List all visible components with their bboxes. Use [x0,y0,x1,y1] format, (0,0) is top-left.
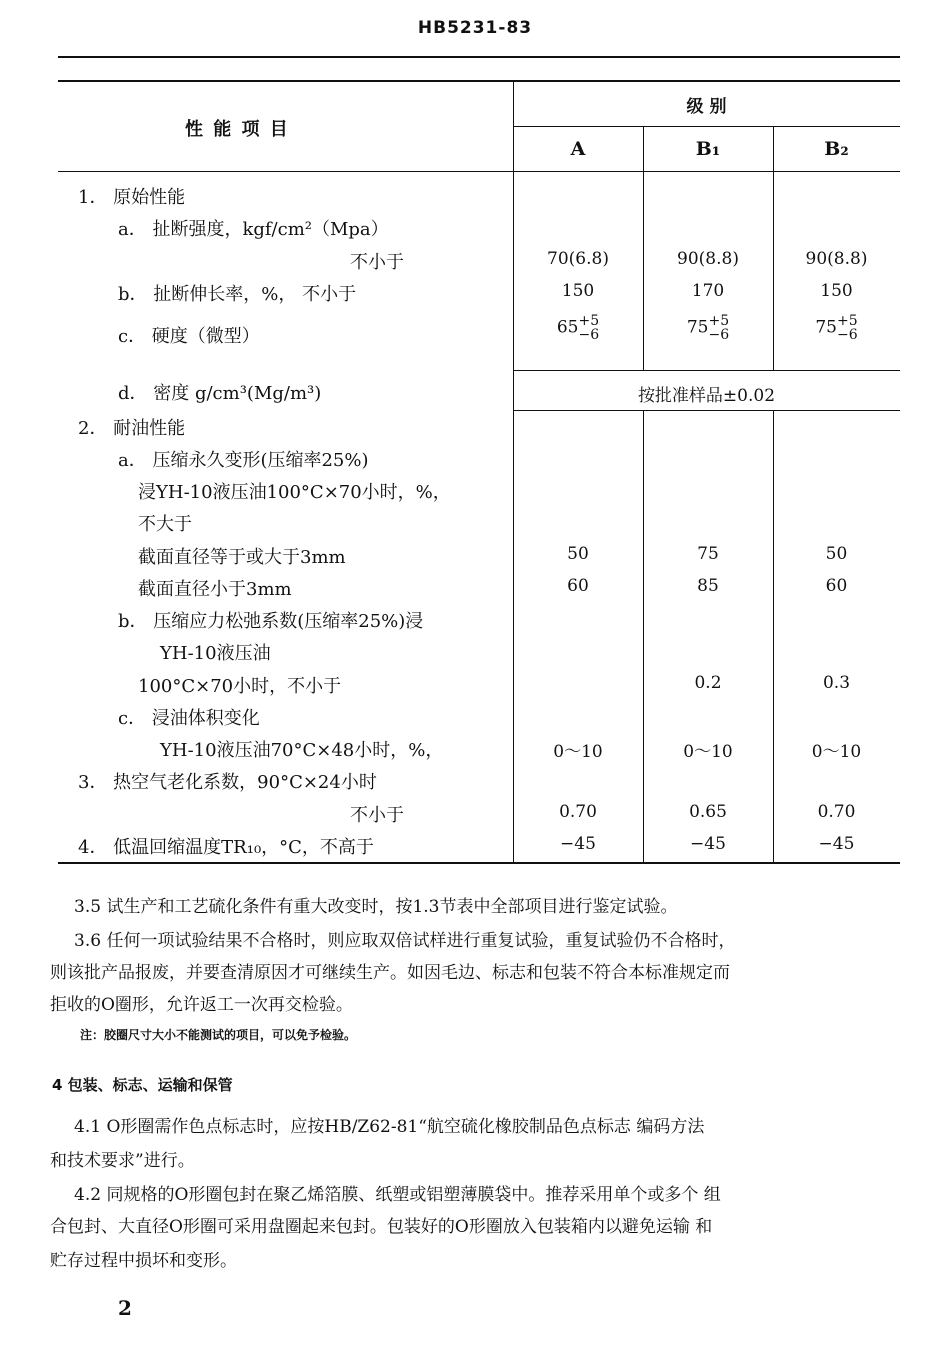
col-divider-2b [643,410,644,862]
row-label: YH-10液压油 [160,643,271,664]
cell-b2: 60 [825,576,848,596]
col-divider-3b [773,410,774,862]
grade-b1: B₁ [695,138,721,160]
grade-b2: B₂ [824,138,849,160]
density-span: 按批准样品±0.02 [637,386,776,406]
cell-a-hardness [513,314,643,342]
density-bottom-rule [513,410,900,411]
grade-a: A [570,138,586,160]
cell-b1: 90(8.8) [677,249,739,269]
cell-b2: 150 [820,281,853,301]
cell-b1: 0～10 [683,742,733,762]
paragraph-4-1-line1: 4.1 O形圈需作色点标志时，应按HB/Z62-81“航空硫化橡胶制品色点标志 编码方法 [74,1117,705,1137]
tol-lower: −6 [837,327,858,343]
tol-upper: +5 [578,313,600,329]
row-label: d． 密度 g/cm³(Mg/m³) [118,383,322,404]
head-grade: 级 别 [686,97,727,117]
row-label: b． 压缩应力松弛系数(压缩率25%)浸 [118,611,424,632]
row-label: 不小于 [350,805,404,826]
tol-lower: −6 [708,327,730,343]
row-label: 100°C×70小时，不小于 [138,676,342,697]
tol-upper: +5 [708,313,730,329]
document-header: HB5231-83 [417,18,533,38]
cell-b1: 75 [697,544,719,564]
row-label: 截面直径小于3mm [138,579,292,600]
row-label: c． 浸油体积变化 [118,708,260,729]
cell-b2: −45 [818,834,855,854]
table-bottom-rule [58,862,900,864]
head-property: 性 能 项 目 [185,119,290,140]
paragraph-3-6-line3: 拒收的O圈形，允许返工一次再交检验。 [50,995,353,1015]
row-label: 浸YH-10液压油100°C×70小时，%， [138,482,451,503]
row-label: 1． 原始性能 [78,187,186,208]
cell-b2: 0～10 [811,742,862,762]
cell-b1: −45 [690,834,726,854]
row-label: c． 硬度（微型） [118,326,260,347]
row-label: 不小于 [350,252,404,273]
row-label: b． 扯断伸长率，%， 不小于 [118,284,357,305]
cell-b2: 0.3 [822,673,851,693]
cell-a: 50 [567,544,589,564]
cell-a: 60 [567,576,589,596]
grade-subrule [513,126,900,127]
cell-b2: 0.70 [817,802,856,822]
cell-b1: 170 [691,281,725,301]
row-label: YH-10液压油70°C×48小时，%， [160,740,444,761]
cell-a: 0～10 [553,742,603,762]
paragraph-4-1-line2: 和技术要求”进行。 [50,1151,195,1171]
row-label: 3． 热空气老化系数，90°C×24小时 [78,772,377,793]
cell-b1-hardness [643,314,773,342]
cell-a: −45 [560,834,596,854]
cell-a: 70(6.8) [547,249,609,269]
page-number: 2 [118,1296,132,1320]
header-rule [58,56,900,58]
paragraph-4-2-line3: 贮存过程中损坏和变形。 [50,1251,237,1271]
table-top-rule [58,80,900,82]
row-label: 2． 耐油性能 [78,418,186,439]
paragraph-3-6-line1: 3.6 任何一项试验结果不合格时，则应取双倍试样进行重复试验，重复试验仍不合格时， [74,931,736,951]
row-label: 4． 低温回缩温度TR₁₀，°C，不高于 [78,837,374,858]
row-label: a． 扯断强度，kgf/cm²（Mpa） [118,219,389,240]
cell-a: 0.70 [559,802,597,822]
cell-b1: 0.65 [689,802,727,822]
paragraph-3-5: 3.5 试生产和工艺硫化条件有重大改变时，按1.3节表中全部项目进行鉴定试验。 [74,897,678,917]
footnote: 注：胶圈尺寸大小不能测试的项目，可以免予检验。 [80,1028,357,1042]
density-top-rule [513,370,900,371]
paragraph-4-2-line1: 4.2 同规格的O形圈包封在聚乙烯箔膜、纸塑或铝塑薄膜袋中。推荐采用单个或多个 组 [74,1185,721,1205]
section-4-heading: 4 包装、标志、运输和保管 [52,1076,233,1094]
cell-b2: 90(8.8) [805,249,868,269]
hardness-base: 75 [815,317,837,338]
paragraph-4-2-line2: 合包封、大直径O形圈可采用盘圈起来包封。包装好的O形圈放入包装箱内以避免运输 和 [50,1217,713,1237]
tol-lower: −6 [578,327,600,343]
hardness-base: 75 [686,317,709,338]
cell-b2: 50 [825,544,848,564]
cell-a: 150 [561,281,595,301]
paragraph-3-6-line2: 则该批产品报废，并要查清原因才可继续生产。如因毛边、标志和包装不符合本标准规定而 [50,963,730,983]
cell-b2-hardness [773,314,900,342]
row-label: 截面直径等于或大于3mm [138,547,346,568]
row-label: 不大于 [138,514,192,535]
tol-upper: +5 [837,313,858,329]
hardness-base: 65 [556,317,579,338]
cell-b1: 85 [697,576,719,596]
row-label: a． 压缩永久变形(压缩率25%) [118,450,369,471]
cell-b1: 0.2 [694,673,722,693]
